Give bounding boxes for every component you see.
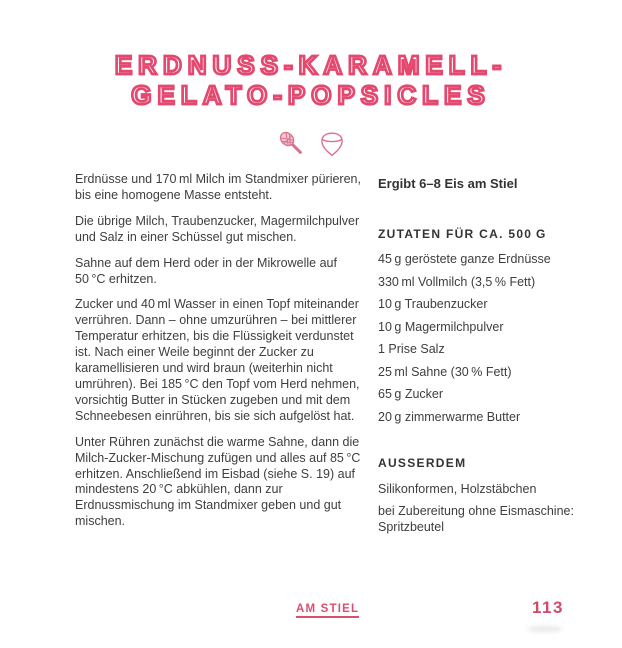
page-curl-shadow — [527, 626, 563, 632]
extras-item: Silikonformen, Holzstäbchen — [378, 481, 537, 496]
yield-line: Ergibt 6–8 Eis am Stiel — [378, 176, 518, 191]
chapter-marker: AM STIEL — [296, 603, 359, 618]
ingredient-item: 10 g Magermilchpulver — [378, 319, 504, 334]
extras-item: bei Zubereitung ohne Eismaschine: Spritzbeutel — [378, 503, 574, 534]
title-line-2: GELATO-POPSICLES — [131, 80, 491, 110]
ingredient-item: 65 g Zucker — [378, 387, 444, 401]
ingredient-item: 25 ml Sahne (30 % Fett) — [378, 364, 512, 379]
title-line-1: ERDNUSS-KARAMELL- — [114, 50, 508, 80]
page-number: 113 — [532, 598, 564, 617]
whisk-icon — [277, 129, 307, 159]
ingredient-item: 20 g zimmerwarme Butter — [378, 409, 521, 424]
ingredients-column — [378, 172, 594, 535]
ingredient-item: 10 g Traubenzucker — [378, 297, 488, 311]
instruction-paragraph: Erdnüsse und 170 ml Milch im Standmixer pürieren, bis eine homogene Masse entsteht. — [75, 172, 361, 202]
instruction-paragraph: Sahne auf dem Herd oder in der Mikrowelle auf 50 °C erhitzen. — [75, 255, 337, 286]
page-title — [0, 50, 622, 110]
nut-icon — [318, 130, 346, 158]
instruction-paragraph: Unter Rühren zunächst die warme Sahne, dann die Milch-Zucker-Mischung zufügen und alles auf 85 °C erhitzen. Anschließend im Eisbad (siehe S. 19) auf mindestens 20 °C abkühlen, dann zur Erdnussmischung im Standmixer geben und gut mischen. — [75, 434, 361, 529]
ingredients-heading: ZUTATEN FÜR CA. 500 G — [378, 227, 547, 241]
instructions-column — [75, 172, 362, 540]
instruction-paragraph: Zucker und 40 ml Wasser in einen Topf miteinander verrühren. Dann – ohne umzurühren – bei mittlerer Temperatur erhitzen, bis die Flüssigkeit verdunstet ist. Nach einer Weile beginnt der Zucker zu karamellisieren und wird braun (weiterhin nicht umrühren). Bei 185 °C den Topf vom Herd nehmen, vorsichtig Butter in Stücken zugeben und mit dem Schneebesen einrühren, bis sie sich aufgelöst hat. — [75, 297, 360, 423]
decorative-icons — [0, 129, 622, 159]
ingredient-item: 330 ml Vollmilch (3,5 % Fett) — [378, 274, 536, 289]
ingredient-item: 1 Prise Salz — [378, 342, 445, 356]
extras-heading: AUSSERDEM — [378, 455, 467, 470]
instruction-paragraph: Die übrige Milch, Traubenzucker, Magermilchpulver und Salz in einer Schüssel gut mischen. — [75, 213, 360, 244]
ingredient-item: 45 g geröstete ganze Erdnüsse — [378, 252, 551, 266]
